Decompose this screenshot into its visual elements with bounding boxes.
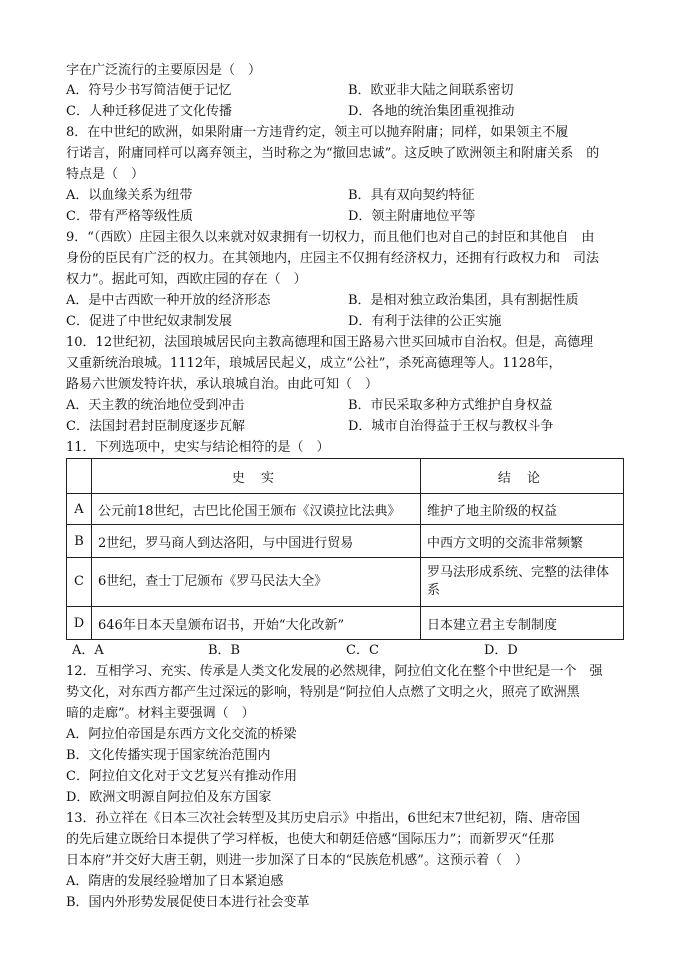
q11-table [66,458,624,640]
q12-stem-line-3: 暗的走廊”。材料主要强调（ ） [66,706,255,721]
q9-stem-line-1: 9．“（西欧）庄园主很久以来就对奴隶拥有一切权力，而且他们也对自己的封臣和其他自 由 [66,230,595,245]
q10-option-d[interactable]: D．城市自治得益于王权与教权斗争 [348,419,554,434]
q11-stem: 11．下列选项中，史实与结论相符的是（ ） [66,440,330,455]
table-row [67,494,624,525]
q12-option-a[interactable]: A．阿拉伯帝国是东西方文化交流的桥梁 [66,727,297,742]
q10-option-a[interactable]: A．天主教的统治地位受到冲击 [66,398,245,413]
table-header-blank [67,459,92,494]
row-fact: 6世纪，查士丁尼颁布《罗马民法大全》 [92,558,421,607]
q8-stem-line-3: 特点是（ ） [66,167,145,182]
q10-option-c[interactable]: C．法国封君封臣制度逐步瓦解 [66,419,245,434]
q8-stem-line-1: 8．在中世纪的欧洲，如果附庸一方违背约定，领主可以抛弃附庸；同样，如果领主不履 [66,125,569,140]
q10-stem-line-1: 10．12世纪初，法国琅城居民向主教高德理和国王路易六世买回城市自治权。但是，高德理 [66,335,594,350]
q12-stem-line-1: 12．互相学习、充实、传承是人类文化发展的必然规律，阿拉伯文化在整个中世纪是一个 强 [66,664,603,679]
q7-stem: 字在广泛流行的主要原因是（ ） [66,63,262,78]
table-row [67,558,624,607]
q12-option-c[interactable]: C．阿拉伯文化对于文艺复兴有推动作用 [66,769,297,784]
q10-option-b[interactable]: B．市民采取多种方式维护自身权益 [348,398,553,413]
q9-option-b[interactable]: B．是相对独立政治集团，具有割据性质 [348,293,579,308]
q10-stem-line-3: 路易六世颁发特许状，承认琅城自治。由此可知（ ） [66,377,379,392]
q13-option-b[interactable]: B．国内外形势发展促使日本进行社会变革 [66,895,310,910]
q11-option-b[interactable]: B．B [208,643,241,658]
row-fact: 公元前18世纪，古巴比伦国王颁布《汉谟拉比法典》 [92,494,421,525]
q8-stem-line-2: 行诺言，附庸同样可以离弃领主，当时称之为“撤回忠诚”。这反映了欧洲领主和附庸关系 的 [66,146,600,161]
q9-stem-line-2: 身份的臣民有广泛的权力。在其领地内，庄园主不仅拥有经济权力，还拥有行政权力和 司法 [66,251,600,266]
row-label: B [67,525,92,558]
q13-option-a[interactable]: A．隋唐的发展经验增加了日本紧迫感 [66,874,284,889]
row-conclusion: 中西方文明的交流非常频繁 [421,525,624,558]
q13-stem-line-2: 的先后建立既给日本提供了学习样板，也使大和朝廷倍感“国际压力”；而新罗灭“任那 [66,832,554,847]
q9-option-c[interactable]: C．促进了中世纪奴隶制发展 [66,314,232,329]
row-fact: 646年日本天皇颁布诏书，开始“大化改新” [92,607,421,640]
q7-option-a[interactable]: A．符号少书写简洁便于记忆 [66,83,232,98]
q13-stem-line-3: 日本府”并交好大唐王朝，则进一步加深了日本的“民族危机感”。这预示着（ ） [66,853,528,868]
q10-stem-line-2: 又重新统治琅城。1112年，琅城居民起义，成立“公社”，杀死高德理等人。1128年， [66,356,562,371]
q12-option-d[interactable]: D．欧洲文明源自阿拉伯及东方国家 [66,790,272,805]
row-conclusion: 罗马法形成系统、完整的法律体系 [421,558,624,607]
q11-option-c[interactable]: C．C [346,643,379,658]
q11-option-d[interactable]: D．D [484,643,518,658]
q7-option-c[interactable]: C．人种迁移促进了文化传播 [66,104,232,119]
q9-option-d[interactable]: D．有利于法律的公正实施 [348,314,502,329]
q11-option-a[interactable]: A．A [72,643,104,658]
table-header-conclusion: 结 论 [421,459,624,494]
table-header-row [67,459,624,494]
row-label: D [67,607,92,640]
q8-option-c[interactable]: C．带有严格等级性质 [66,209,193,224]
q7-option-b[interactable]: B．欧亚非大陆之间联系密切 [348,83,514,98]
q12-stem-line-2: 势文化，对东西方都产生过深远的影响，特别是“阿拉伯人点燃了文明之火，照亮了欧洲黑 [66,685,580,700]
row-fact: 2世纪，罗马商人到达洛阳，与中国进行贸易 [92,525,421,558]
table-row [67,607,624,640]
row-label: A [67,494,92,525]
q9-stem-line-3: 权力”。据此可知，西欧庄园的存在（ ） [66,272,307,287]
q8-option-d[interactable]: D．领主附庸地位平等 [348,209,476,224]
row-conclusion: 维护了地主阶级的权益 [421,494,624,525]
q13-stem-line-1: 13．孙立祥在《日本三次社会转型及其历史启示》中指出，6世纪末7世纪初，隋、唐帝国 [66,811,581,826]
table-row [67,525,624,558]
q8-option-b[interactable]: B．具有双向契约特征 [348,188,475,203]
q7-option-d[interactable]: D．各地的统治集团重视推动 [348,104,515,119]
table-header-fact: 史 实 [92,459,421,494]
q9-option-a[interactable]: A．是中古西欧一种开放的经济形态 [66,293,271,308]
q8-option-a[interactable]: A．以血缘关系为纽带 [66,188,193,203]
row-conclusion: 日本建立君主专制制度 [421,607,624,640]
row-label: C [67,558,92,607]
q12-option-b[interactable]: B．文化传播实现于国家统治范围内 [66,748,271,763]
